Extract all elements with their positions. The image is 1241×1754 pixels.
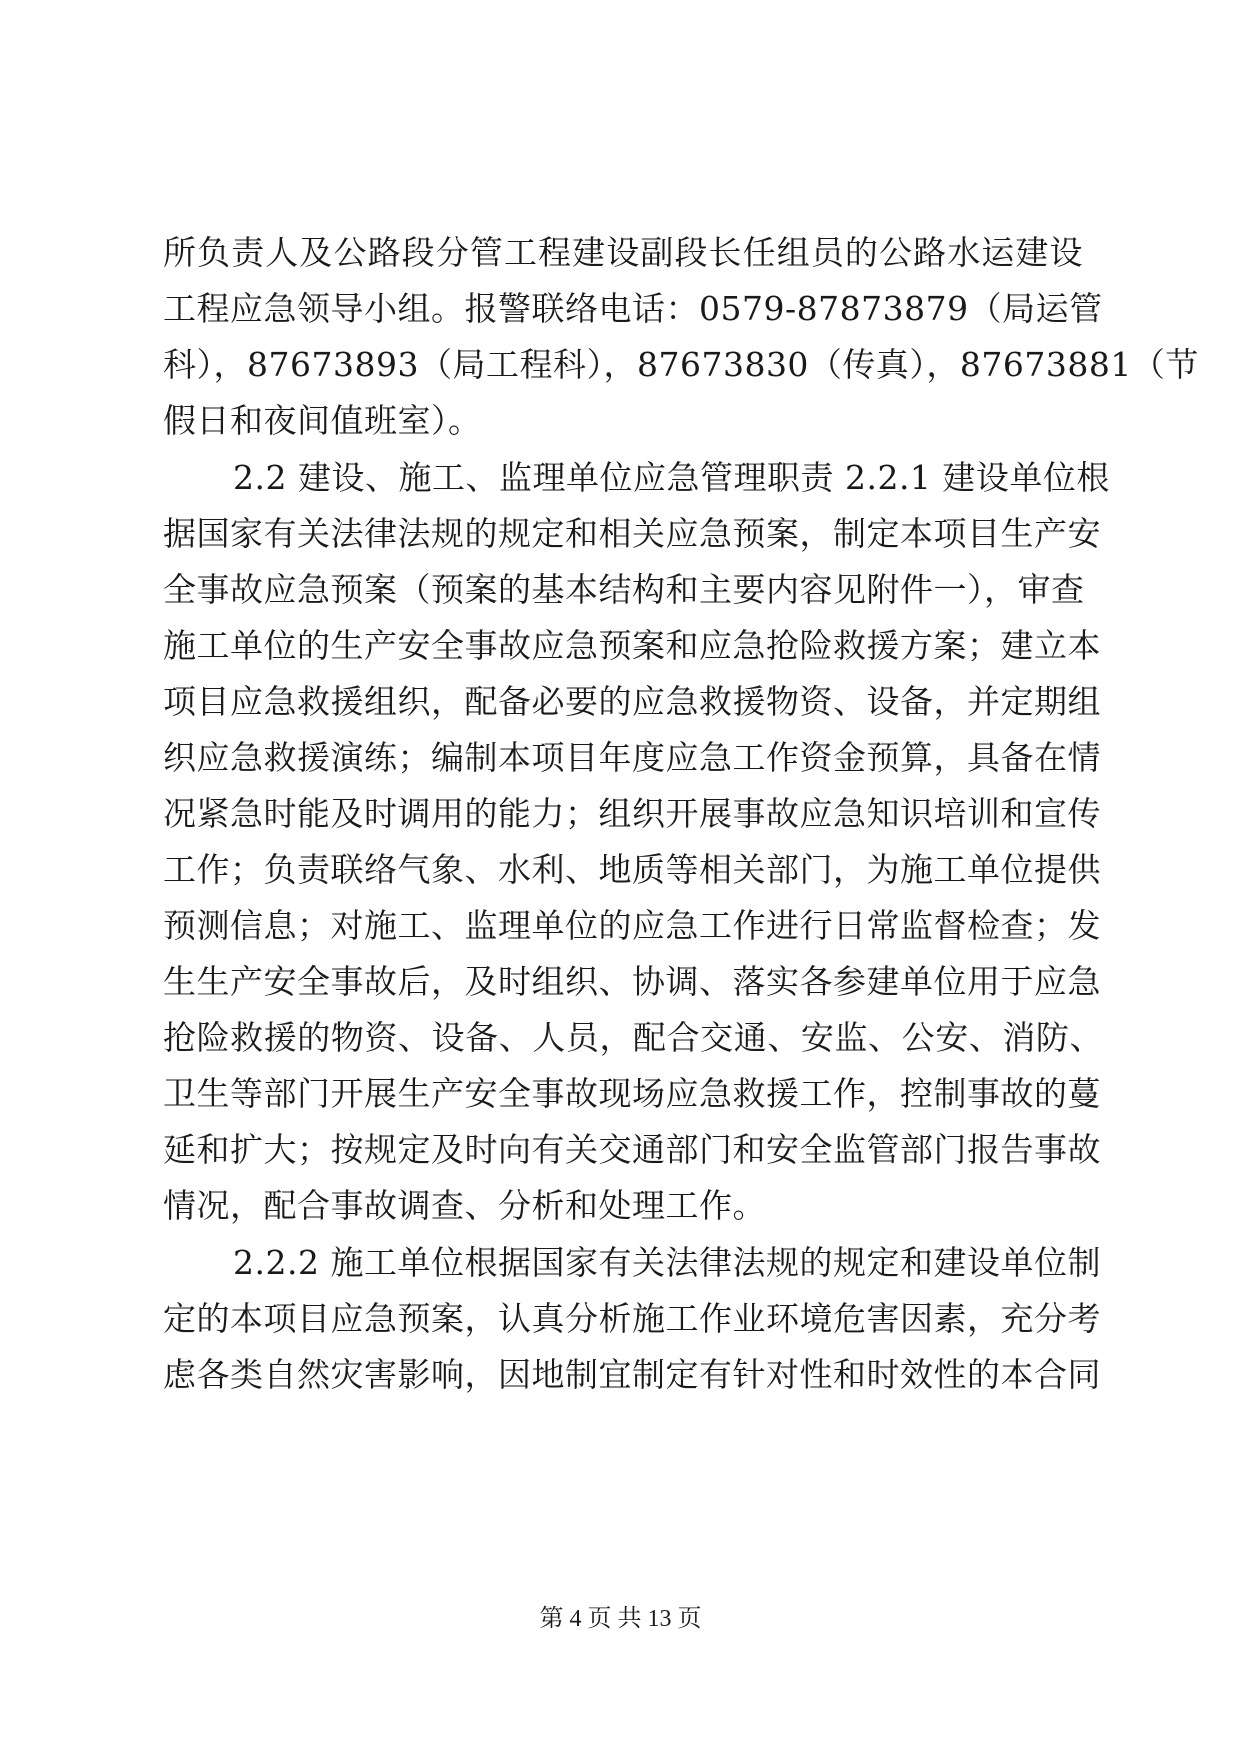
page-number-footer: 第 4 页 共 13 页 xyxy=(539,1606,702,1632)
text-line: 据国家有关法律法规的规定和相关应急预案，制定本项目生产安 xyxy=(163,514,1101,553)
text-line: 工程应急领导小组。报警联络电话：0579-87873879（局运管 xyxy=(163,289,1103,328)
text-line: 情况，配合事故调查、分析和处理工作。 xyxy=(163,1186,766,1225)
text-line: 预测信息；对施工、监理单位的应急工作进行日常监督检查；发 xyxy=(163,906,1101,945)
text-line: 施工单位的生产安全事故应急预案和应急抢险救援方案；建立本 xyxy=(163,626,1101,665)
text-line: 虑各类自然灾害影响，因地制宜制定有针对性和时效性的本合同 xyxy=(163,1355,1101,1394)
text-line: 况紧急时能及时调用的能力；组织开展事故应急知识培训和宣传 xyxy=(163,794,1101,833)
paragraph-first-line: 2.2.2 施工单位根据国家有关法律法规的规定和建设单位制 xyxy=(233,1243,1101,1282)
text-line: 织应急救援演练；编制本项目年度应急工作资金预算，具备在情 xyxy=(163,738,1101,777)
text-line: 生生产安全事故后，及时组织、协调、落实各参建单位用于应急 xyxy=(163,962,1101,1001)
text-line: 假日和夜间值班室）。 xyxy=(163,401,482,440)
text-line: 全事故应急预案（预案的基本结构和主要内容见附件一），审查 xyxy=(163,570,1085,609)
text-line: 所负责人及公路段分管工程建设副段长任组员的公路水运建设 xyxy=(163,233,1083,272)
paragraph-first-line: 2.2 建设、施工、监理单位应急管理职责 2.2.1 建设单位根 xyxy=(233,458,1110,497)
text-line: 抢险救援的物资、设备、人员，配合交通、安监、公安、消防、 xyxy=(163,1018,1103,1057)
text-line: 延和扩大；按规定及时向有关交通部门和安全监管部门报告事故 xyxy=(163,1130,1101,1169)
text-line: 定的本项目应急预案，认真分析施工作业环境危害因素，充分考 xyxy=(163,1299,1101,1338)
text-line: 卫生等部门开展生产安全事故现场应急救援工作，控制事故的蔓 xyxy=(163,1074,1101,1113)
text-line: 工作；负责联络气象、水利、地质等相关部门，为施工单位提供 xyxy=(163,850,1101,889)
text-line: 项目应急救援组织，配备必要的应急救援物资、设备，并定期组 xyxy=(163,682,1101,721)
text-line: 科），87673893（局工程科），87673830（传真），87673881（节 xyxy=(163,345,1199,384)
